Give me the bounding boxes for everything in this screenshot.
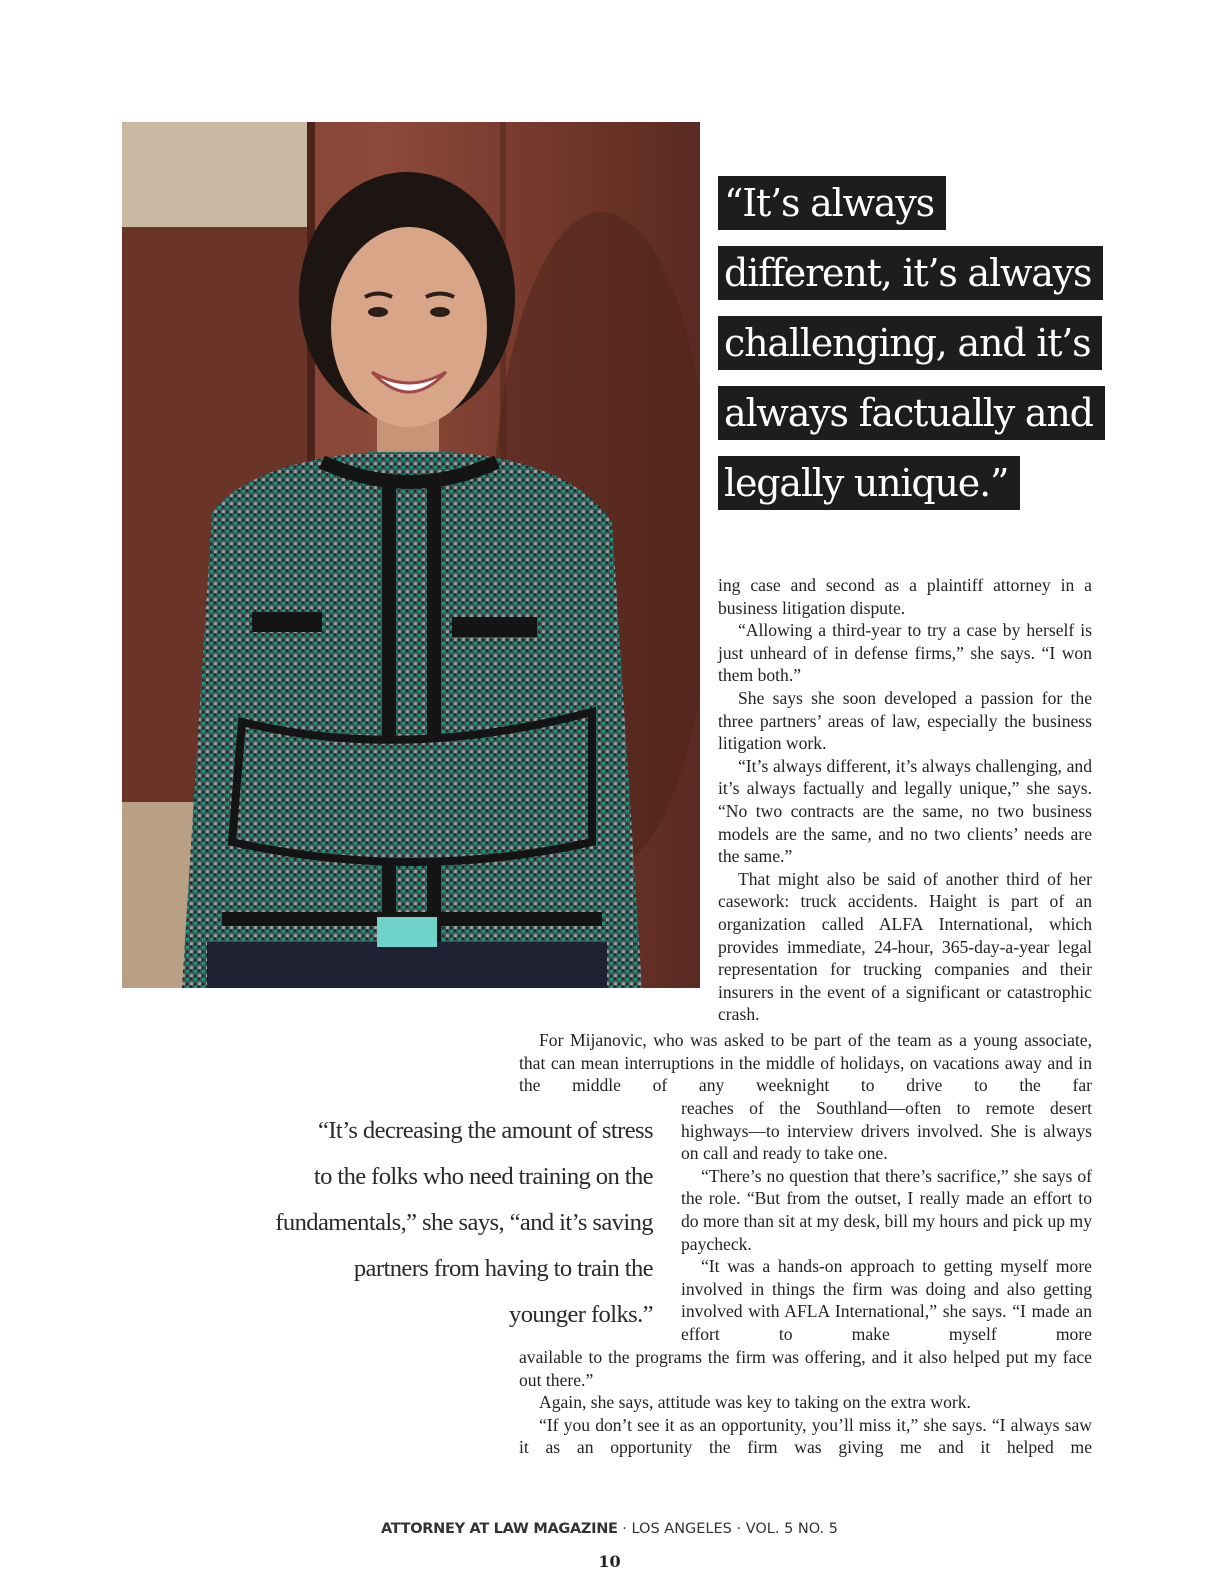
paragraph: She says she soon developed a passion for the three partners’ areas of law, especially the business litigation work. — [718, 687, 1092, 754]
pull-quote-line: legally unique.” — [718, 456, 1020, 510]
page-footer — [0, 1521, 1219, 1537]
pull-quote-highlighted — [718, 176, 1118, 526]
pull-quote-line: partners from having to train the — [353, 1255, 653, 1282]
paragraph: “It’s always different, it’s always challenging, and it’s always factually and legally unique,” she says. “No two contracts are the same, no two business models are the same, and no two clients’ needs are the same.” — [718, 755, 1092, 867]
pull-quote-line: “It’s decreasing the amount of stress — [318, 1117, 653, 1144]
pull-quote-line: fundamentals,” she says, “and it’s saving — [275, 1209, 653, 1236]
paragraph: For Mijanovic, who was asked to be part of the team as a young associate, that can mean interruptions in the middle of holidays, on vacations away and in the middle of any weeknight to drive to the far — [519, 1030, 1092, 1096]
paragraph: Again, she says, attitude was key to taking on the extra work. — [539, 1392, 971, 1413]
pull-quote-secondary — [250, 1108, 653, 1338]
article-column-right — [718, 574, 1092, 1026]
paragraph: ing case and second as a plaintiff attorney in a business litigation dispute. — [718, 575, 1092, 618]
paragraph: “It was a hands-on approach to getting myself more involved in things the firm was doing and also getting involved with AFLA International,” she says. “I made an effort to make myself more — [681, 1256, 1092, 1344]
paragraph: “There’s no question that there’s sacrifice,” she says of the role. “But from the outset, I really made an effort to do more than sit at my desk, bill my hours and pick up my paycheck. — [681, 1165, 1092, 1254]
paragraph: “Allowing a third-year to try a case by herself is just unheard of in defense firms,” she says. “I won them both.” — [718, 620, 1092, 686]
paragraph: available to the programs the firm was offering, and it also helped put my face out there.” — [519, 1347, 1092, 1390]
pull-quote-line: always factually and — [718, 386, 1105, 440]
attorney-portrait-photo — [122, 122, 700, 988]
pull-quote-line: challenging, and it’s — [718, 316, 1102, 370]
paragraph: That might also be said of another third of her casework: truck accidents. Haight is part of an organization called ALFA International, which provides immediate, 24-hour, 365-day-a-year legal representation for trucking companies and their insurers in the event of a significant or catastrophic crash. — [718, 868, 1092, 1025]
pull-quote-line: “It’s always — [718, 176, 946, 230]
pull-quote-line: younger folks.” — [509, 1301, 653, 1328]
article-column-wide-bottom — [519, 1346, 1092, 1459]
pull-quote-line: different, it’s always — [718, 246, 1103, 300]
magazine-name: ATTORNEY AT LAW MAGAZINE — [380, 1521, 618, 1537]
page-number: 10 — [598, 1552, 621, 1571]
pull-quote-line: to the folks who need training on the — [313, 1163, 653, 1190]
article-column-wide — [519, 1029, 1092, 1097]
article-column-narrow — [681, 1097, 1092, 1346]
paragraph: “If you don’t see it as an opportunity, you’ll miss it,” she says. “I always saw it as an opportunity the firm was giving me and it helped me — [519, 1414, 1092, 1458]
paragraph: reaches of the Southland—often to remote desert highways—to interview drivers involved. She is always on call and ready to take one. — [681, 1098, 1092, 1164]
issue-info: · LOS ANGELES · VOL. 5 NO. 5 — [617, 1521, 839, 1537]
